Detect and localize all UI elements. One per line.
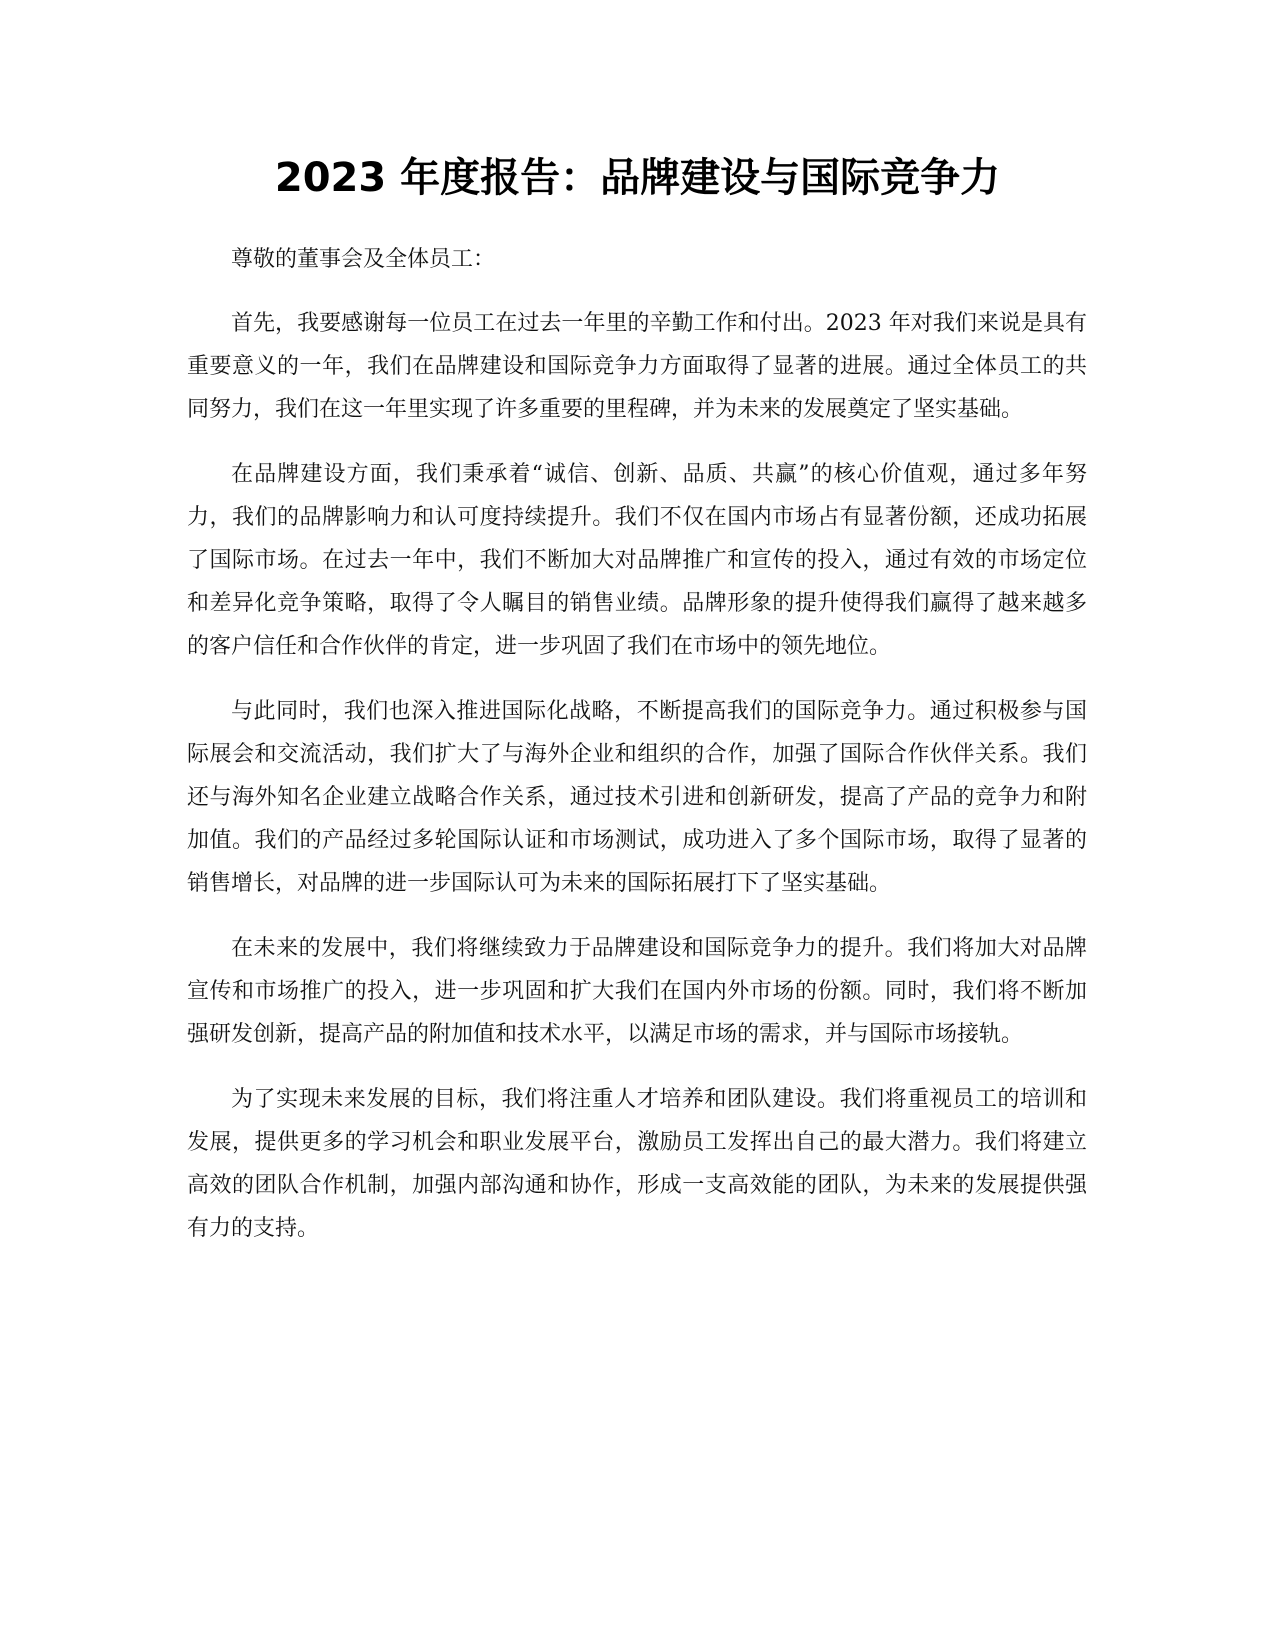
paragraph-1: 首先，我要感谢每一位员工在过去一年里的辛勤工作和付出。2023 年对我们来说是具有重要意义的一年，我们在品牌建设和国际竞争力方面取得了显著的进展。通过全体员工的共同努力，我们在这一年里实现了许多重要的里程碑，并为未来的发展奠定了坚实基础。 [187, 311, 1087, 422]
document-body [187, 238, 1087, 1272]
paragraph-2: 在品牌建设方面，我们秉承着“诚信、创新、品质、共赢”的核心价值观，通过多年努力，我们的品牌影响力和认可度持续提升。我们不仅在国内市场占有显著份额，还成功拓展了国际市场。在过去一年中，我们不断加大对品牌推广和宣传的投入，通过有效的市场定位和差异化竞争策略，取得了令人瞩目的销售业绩。品牌形象的提升使得我们赢得了越来越多的客户信任和合作伙伴的肯定，进一步巩固了我们在市场中的领先地位。 [187, 462, 1087, 659]
salutation: 尊敬的董事会及全体员工： [231, 247, 496, 272]
paragraph-4: 在未来的发展中，我们将继续致力于品牌建设和国际竞争力的提升。我们将加大对品牌宣传和市场推广的投入，进一步巩固和扩大我们在国内外市场的份额。同时，我们将不断加强研发创新，提高产品的附加值和技术水平，以满足市场的需求，并与国际市场接轨。 [187, 936, 1087, 1047]
document-title: 2023 年度报告：品牌建设与国际竞争力 [274, 155, 1001, 201]
paragraph-3: 与此同时，我们也深入推进国际化战略，不断提高我们的国际竞争力。通过积极参与国际展会和交流活动，我们扩大了与海外企业和组织的合作，加强了国际合作伙伴关系。我们还与海外知名企业建立战略合作关系，通过技术引进和创新研发，提高了产品的竞争力和附加值。我们的产品经过多轮国际认证和市场测试，成功进入了多个国际市场，取得了显著的销售增长，对品牌的进一步国际认可为未来的国际拓展打下了坚实基础。 [187, 699, 1087, 896]
paragraph-5: 为了实现未来发展的目标，我们将注重人才培养和团队建设。我们将重视员工的培训和发展，提供更多的学习机会和职业发展平台，激励员工发挥出自己的最大潜力。我们将建立高效的团队合作机制，加强内部沟通和协作，形成一支高效能的团队，为未来的发展提供强有力的支持。 [187, 1087, 1087, 1241]
